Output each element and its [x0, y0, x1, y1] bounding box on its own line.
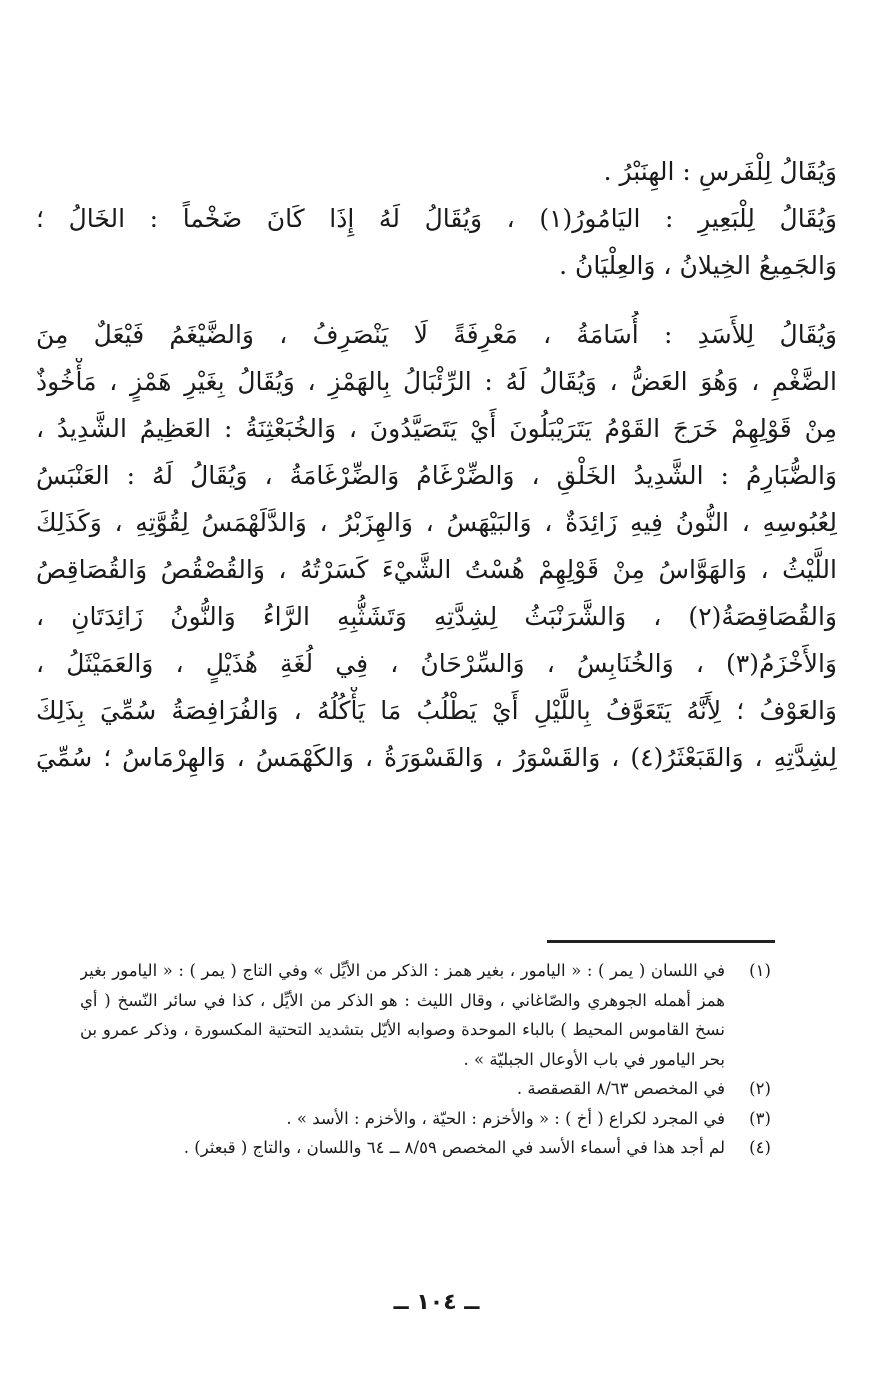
text-line: وَيُقَالُ لِلْبَعِيرِ : اليَامُورُ(١) ، وَيُقَالُ لَهُ إِذَا كَانَ ضَخْماً : الخَالُ ؛	[36, 204, 837, 233]
page-number: ــ ١٠٤ ــ	[393, 1290, 480, 1315]
footnote-line: في المجرد لكراع ( أخ ) : « والأخزم : الحيّة ، والأخزم : الأسد » .	[286, 1108, 725, 1128]
text-line: وَالضُّبَارِمُ : الشَّدِيدُ الخَلْقِ ، وَالضِّرْغَامُ وَالضِّرْغَامَةُ ، وَيُقَالُ لَهُ : العَنْبَسُ	[36, 461, 837, 490]
footnote-line: نسخ القاموس المحيط ) بالباء الموحدة وصوابه الأيّل بتشديد التحتية المكسورة ، وذكر عمرو بن	[80, 1020, 725, 1039]
text-line: مِنْ قَوْلِهِمْ خَرَجَ القَوْمُ يَتَرَيْبَلُونَ أَيْ يَتَصَيَّدُونَ ، وَالخُبَعْثِنَةُ : العَظِيمُ الشَّدِيدُ ،	[36, 414, 837, 443]
text-line: وَيُقَالُ لِلأَسَدِ : أُسَامَةُ ، مَعْرِفَةً لَا يَنْصَرِفُ ، وَالضَّيْغَمُ فَيْعَلٌ مِنَ	[36, 320, 837, 349]
footnotes	[80, 956, 781, 1163]
footnote-line: لم أجد هذا في أسماء الأسد في المخصص ٨/٥٩ ــ ٦٤ واللسان ، والتاج ( قبعثر) .	[183, 1138, 725, 1157]
footnote-line: همز أهمله الجوهري والصّاغاني ، وقال الليث : هو الذكر من الأيِّل ، كذا في سائر النّسخ ( أي	[80, 990, 725, 1010]
text-line: وَيُقَالُ لِلْفَرسِ : الهِنَبْرُ .	[603, 157, 837, 186]
footnote-separator	[547, 940, 775, 943]
text-line: اللَّيْثُ ، وَالهَوَّاسُ مِنْ قَوْلِهِمْ هُسْتُ الشَّيْءَ كَسَرْتُهُ ، وَالقُصْقُصُ وَالقُصَاقِصُ	[36, 555, 837, 584]
text-line: وَالعَوْفُ ؛ لِأَنَّهُ يَتَعَوَّفُ بِاللَّيْلِ أَيْ يَطْلُبُ مَا يَأْكُلُهُ ، وَالفُرَافِصَةُ سُمِّيَ بِذَلِكَ	[36, 696, 837, 725]
footnote-number: (٣)	[749, 1108, 771, 1128]
footnote-number: (٤)	[749, 1138, 771, 1157]
text-line: وَالأَخْزَمُ(٣) ، وَالخُنَابِسُ ، وَالسِّرْحَانُ ، فِي لُغَةِ هُذَيْلٍ ، وَالعَمَيْثَلُ ،	[36, 649, 837, 678]
main-text	[36, 148, 837, 781]
text-line: لِعُبُوسِهِ ، النُّونُ فِيهِ زَائِدَةٌ ، وَالبَيْهَسُ ، وَالهِزَبْرُ ، وَالدَّلَهْمَسُ لِقُوَّتِهِ ، وَكَذَلِكَ	[36, 508, 837, 537]
text-line: وَالقُصَاقِصَةُ(٢) ، وَالشَّرَنْبَثُ لِشِدَّتِهِ وَتَشَثُّبِهِ الرَّاءُ وَالنُّونُ زَائِدَتَانِ ،	[36, 602, 837, 631]
footnote	[80, 956, 781, 1074]
footnote	[80, 1133, 781, 1163]
footnote	[80, 1074, 781, 1104]
text-line: لِشِدَّتِهِ ، وَالقَبَعْثَرُ(٤) ، وَالقَسْوَرُ ، وَالقَسْوَرَةُ ، وَالكَهْمَسُ ، وَالهِرْمَاسُ ؛ سُمِّيَ	[36, 743, 837, 772]
footnote-line: في المخصص ٨/٦٣ القصقصة .	[516, 1079, 725, 1098]
footnote-line: في اللسان ( يمر ) : « اليامور ، بغير همز : الذكر من الأيِّل » وفي التاج ( يمر ) : « اليامور بغير	[80, 961, 725, 980]
footnote-number: (٢)	[749, 1079, 771, 1098]
footnote-number: (١)	[749, 961, 771, 980]
text-line: وَالجَمِيعُ الخِيلانُ ، وَالعِلْيَانُ .	[559, 251, 837, 280]
text-line: الضَّغْمِ ، وَهُوَ العَضُّ ، وَيُقَالُ لَهُ : الرِّئْبَالُ بِالهَمْزِ ، وَيُقَالُ بِغَيْرِ هَمْزٍ ، مَأْخُوذٌ	[36, 367, 837, 396]
footnote-line: بحر اليامور في باب الأوعال الجبليّة » .	[463, 1049, 725, 1069]
footnote	[80, 1104, 781, 1134]
